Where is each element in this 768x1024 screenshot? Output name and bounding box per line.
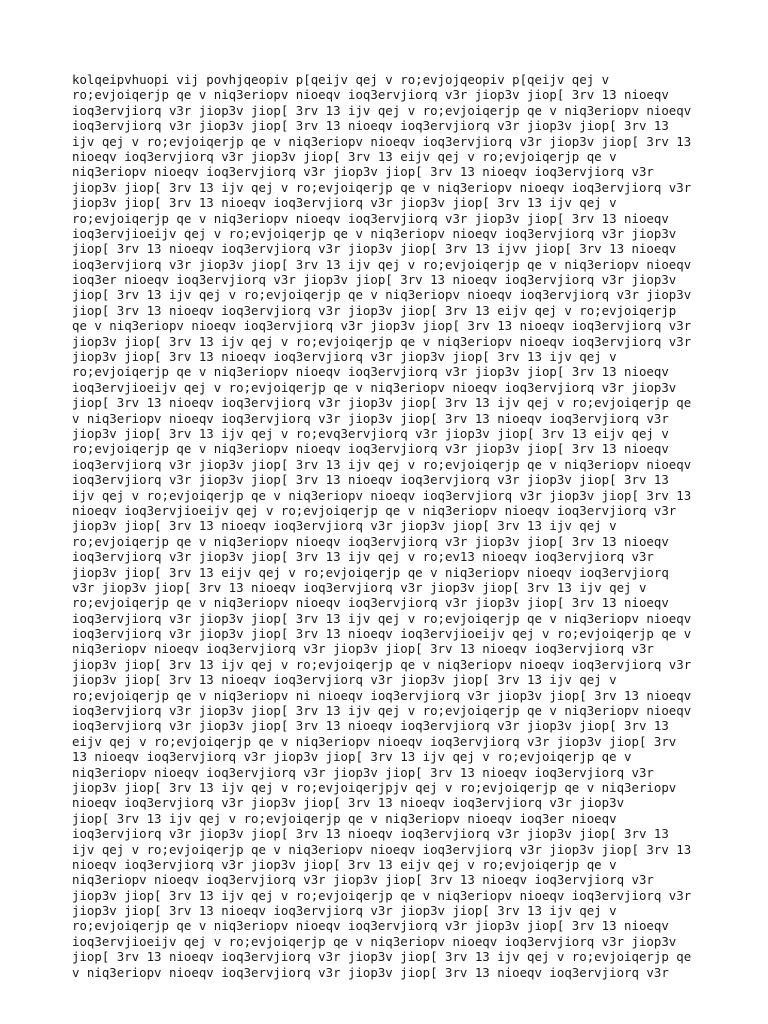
text-line: ioq3ervjioeijv qej v ro;evjoiqerjp qe v niq3eriopv nioeqv ioq3ervjiorq v3r jiop3v [72,225,677,241]
text-line: niq3eriopv nioeqv ioq3ervjiorq v3r jiop3v jiop[ 3rv 13 nioeqv ioq3ervjiorq v3r [72,641,654,657]
text-line: kolqeipvhuopi vij povhjqeopiv p[qeijv qej v ro;evjojqeopiv p[qeijv qej v [72,72,610,87]
text-line: jiop3v jiop[ 3rv 13 eijv qej v ro;evjoiqerjp qe v niq3eriopv nioeqv ioq3ervjiorq [72,564,669,580]
text-line: v niq3eriopv nioeqv ioq3ervjiorq v3r jiop3v jiop[ 3rv 13 nioeqv ioq3ervjiorq v3r [72,410,669,426]
text-line: ioq3ervjioeijv qej v ro;evjoiqerjp qe v niq3eriopv nioeqv ioq3ervjiorq v3r jiop3v [72,379,677,395]
text-line: ro;evjoiqerjp qe v niq3eriopv nioeqv ioq3ervjiorq v3r jiop3v jiop[ 3rv 13 nioeqv [72,441,669,457]
text-line: v3r jiop3v jiop[ 3rv 13 nioeqv ioq3ervjiorq v3r jiop3v jiop[ 3rv 13 ijv qej v [72,579,647,595]
text-line: nioeqv ioq3ervjioeijv qej v ro;evjoiqerjp qe v niq3eriopv nioeqv ioq3ervjiorq v3r [72,502,677,518]
text-line: ioq3ervjiorq v3r jiop3v jiop[ 3rv 13 ijv qej v ro;evjoiqerjp qe v niq3eriopv nioeqv [72,102,692,118]
text-line: ioq3ervjiorq v3r jiop3v jiop[ 3rv 13 nioeqv ioq3ervjiorq v3r jiop3v jiop[ 3rv 13 [72,472,669,488]
text-line: ijv qej v ro;evjoiqerjp qe v niq3eriopv nioeqv ioq3ervjiorq v3r jiop3v jiop[ 3rv 13 [72,133,692,149]
text-line: jiop[ 3rv 13 ijv qej v ro;evjoiqerjp qe v niq3eriopv nioeqv ioq3er nioeqv [72,810,617,826]
text-line: jiop[ 3rv 13 nioeqv ioq3ervjiorq v3r jiop3v jiop[ 3rv 13 ijvv jiop[ 3rv 13 nioeqv [72,241,677,257]
text-line: jiop[ 3rv 13 nioeqv ioq3ervjiorq v3r jiop3v jiop[ 3rv 13 ijv qej v ro;evjoiqerjp qe [72,949,692,965]
text-line: niq3eriopv nioeqv ioq3ervjiorq v3r jiop3v jiop[ 3rv 13 nioeqv ioq3ervjiorq v3r [72,164,654,180]
text-line: jiop3v jiop[ 3rv 13 ijv qej v ro;evjoiqerjp qe v niq3eriopv nioeqv ioq3ervjiorq v3r [72,887,692,903]
text-line: jiop3v jiop[ 3rv 13 nioeqv ioq3ervjiorq v3r jiop3v jiop[ 3rv 13 ijv qej v [72,518,617,534]
text-line: ioq3ervjioeijv qej v ro;evjoiqerjp qe v niq3eriopv nioeqv ioq3ervjiorq v3r jiop3v [72,933,677,949]
text-line: jiop[ 3rv 13 ijv qej v ro;evjoiqerjp qe v niq3eriopv nioeqv ioq3ervjiorq v3r jiop3v [72,287,692,303]
text-line: jiop3v jiop[ 3rv 13 ijv qej v ro;evjoiqerjp qe v niq3eriopv nioeqv ioq3ervjiorq v3r [72,656,692,672]
text-line: ioq3ervjiorq v3r jiop3v jiop[ 3rv 13 nioeqv ioq3ervjioeijv qej v ro;evjoiqerjp qe v [72,626,692,642]
text-line: ro;evjoiqerjp qe v niq3eriopv ni nioeqv ioq3ervjiorq v3r jiop3v jiop[ 3rv 13 nioeqv [72,687,692,703]
text-line: ioq3ervjiorq v3r jiop3v jiop[ 3rv 13 ijv qej v ro;evjoiqerjp qe v niq3eriopv nioeqv [72,703,692,719]
text-line: jiop3v jiop[ 3rv 13 nioeqv ioq3ervjiorq v3r jiop3v jiop[ 3rv 13 ijv qej v [72,349,617,365]
text-line: 13 nioeqv ioq3ervjiorq v3r jiop3v jiop[ 3rv 13 ijv qej v ro;evjoiqerjp qe v [72,749,632,765]
text-line: jiop3v jiop[ 3rv 13 nioeqv ioq3ervjiorq v3r jiop3v jiop[ 3rv 13 ijv qej v [72,903,617,919]
text-line: ro;evjoiqerjp qe v niq3eriopv nioeqv ioq3ervjiorq v3r jiop3v jiop[ 3rv 13 nioeqv [72,533,669,549]
text-line: jiop3v jiop[ 3rv 13 ijv qej v ro;evjoiqerjp qe v niq3eriopv nioeqv ioq3ervjiorq v3r [72,333,692,349]
text-line: jiop3v jiop[ 3rv 13 ijv qej v ro;evq3ervjiorq v3r jiop3v jiop[ 3rv 13 eijv qej v [72,425,669,441]
text-line: ro;evjoiqerjp qe v niq3eriopv nioeqv ioq3ervjiorq v3r jiop3v jiop[ 3rv 13 nioeqv [72,595,669,611]
text-line: jiop3v jiop[ 3rv 13 nioeqv ioq3ervjiorq v3r jiop3v jiop[ 3rv 13 ijv qej v [72,195,617,211]
text-line: jiop[ 3rv 13 nioeqv ioq3ervjiorq v3r jiop3v jiop[ 3rv 13 ijv qej v ro;evjoiqerjp qe [72,395,692,411]
text-line: niq3eriopv nioeqv ioq3ervjiorq v3r jiop3v jiop[ 3rv 13 nioeqv ioq3ervjiorq v3r [72,872,654,888]
text-line: jiop3v jiop[ 3rv 13 ijv qej v ro;evjoiqerjpjv qej v ro;evjoiqerjp qe v niq3eriopv [72,779,677,795]
text-line: jiop[ 3rv 13 nioeqv ioq3ervjiorq v3r jiop3v jiop[ 3rv 13 eijv qej v ro;evjoiqerjp [72,302,677,318]
text-line: ro;evjoiqerjp qe v niq3eriopv nioeqv ioq3ervjiorq v3r jiop3v jiop[ 3rv 13 nioeqv [72,364,669,380]
text-line: nioeqv ioq3ervjiorq v3r jiop3v jiop[ 3rv 13 eijv qej v ro;evjoiqerjp qe v [72,148,617,164]
text-line: qe v niq3eriopv nioeqv ioq3ervjiorq v3r jiop3v jiop[ 3rv 13 nioeqv ioq3ervjiorq v3r [72,318,692,334]
text-line: ioq3ervjiorq v3r jiop3v jiop[ 3rv 13 ijv qej v ro;evjoiqerjp qe v niq3eriopv nioeqv [72,456,692,472]
text-line: ioq3ervjiorq v3r jiop3v jiop[ 3rv 13 ijv qej v ro;evjoiqerjp qe v niq3eriopv nioeqv [72,610,692,626]
body-text [72,72,700,980]
text-line: ro;evjoiqerjp qe v niq3eriopv nioeqv ioq3ervjiorq v3r jiop3v jiop[ 3rv 13 nioeqv [72,87,669,103]
text-line: ijv qej v ro;evjoiqerjp qe v niq3eriopv nioeqv ioq3ervjiorq v3r jiop3v jiop[ 3rv 13 [72,487,692,503]
text-line: ioq3er nioeqv ioq3ervjiorq v3r jiop3v jiop[ 3rv 13 nioeqv ioq3ervjiorq v3r jiop3v [72,272,677,288]
text-line: ro;evjoiqerjp qe v niq3eriopv nioeqv ioq3ervjiorq v3r jiop3v jiop[ 3rv 13 nioeqv [72,918,669,934]
text-line: nioeqv ioq3ervjiorq v3r jiop3v jiop[ 3rv 13 nioeqv ioq3ervjiorq v3r jiop3v [72,795,625,811]
text-line: ijv qej v ro;evjoiqerjp qe v niq3eriopv nioeqv ioq3ervjiorq v3r jiop3v jiop[ 3rv 13 [72,841,692,857]
text-line: eijv qej v ro;evjoiqerjp qe v niq3eriopv nioeqv ioq3ervjiorq v3r jiop3v jiop[ 3rv [72,733,677,749]
text-line: v niq3eriopv nioeqv ioq3ervjiorq v3r jiop3v jiop[ 3rv 13 nioeqv ioq3ervjiorq v3r [72,964,669,980]
text-line: nioeqv ioq3ervjiorq v3r jiop3v jiop[ 3rv 13 eijv qej v ro;evjoiqerjp qe v [72,856,617,872]
text-line: ioq3ervjiorq v3r jiop3v jiop[ 3rv 13 nioeqv ioq3ervjiorq v3r jiop3v jiop[ 3rv 13 [72,118,669,134]
text-line: ioq3ervjiorq v3r jiop3v jiop[ 3rv 13 ijv qej v ro;evjoiqerjp qe v niq3eriopv nioeqv [72,256,692,272]
text-line: jiop3v jiop[ 3rv 13 ijv qej v ro;evjoiqerjp qe v niq3eriopv nioeqv ioq3ervjiorq v3r [72,179,692,195]
text-line: ro;evjoiqerjp qe v niq3eriopv nioeqv ioq3ervjiorq v3r jiop3v jiop[ 3rv 13 nioeqv [72,210,669,226]
text-line: jiop3v jiop[ 3rv 13 nioeqv ioq3ervjiorq v3r jiop3v jiop[ 3rv 13 ijv qej v [72,672,617,688]
text-line: ioq3ervjiorq v3r jiop3v jiop[ 3rv 13 nioeqv ioq3ervjiorq v3r jiop3v jiop[ 3rv 13 [72,718,669,734]
text-line: ioq3ervjiorq v3r jiop3v jiop[ 3rv 13 nioeqv ioq3ervjiorq v3r jiop3v jiop[ 3rv 13 [72,826,669,842]
text-line: niq3eriopv nioeqv ioq3ervjiorq v3r jiop3v jiop[ 3rv 13 nioeqv ioq3ervjiorq v3r [72,764,654,780]
text-line: ioq3ervjiorq v3r jiop3v jiop[ 3rv 13 ijv qej v ro;ev13 nioeqv ioq3ervjiorq v3r [72,549,654,565]
